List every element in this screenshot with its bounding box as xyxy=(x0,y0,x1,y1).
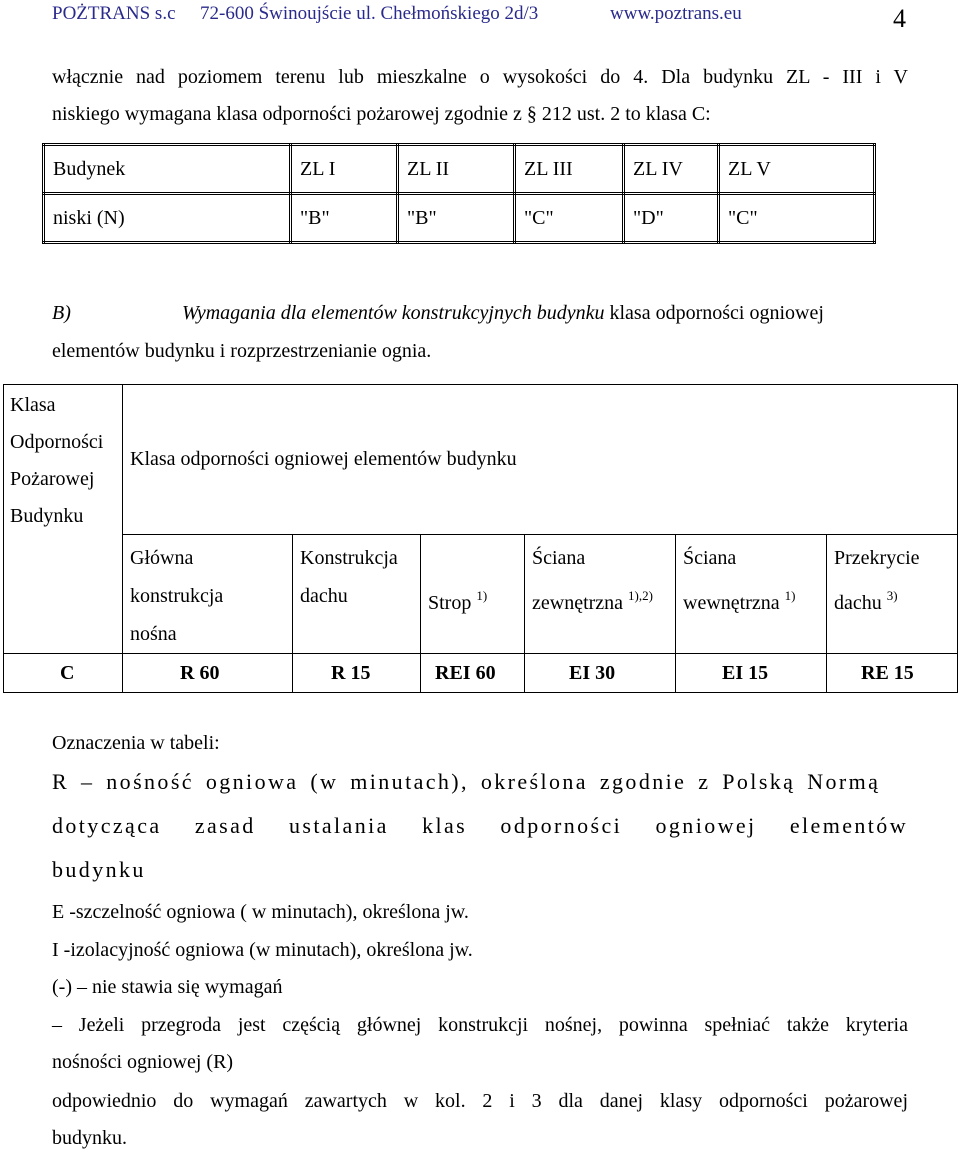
column-header-row xyxy=(4,535,958,654)
column-header-line xyxy=(683,577,826,622)
column-header-line xyxy=(428,539,524,577)
table-header-row xyxy=(4,385,958,535)
table-cell: "B" xyxy=(398,194,515,243)
table-cell: C xyxy=(4,654,123,693)
table-cell: ZL V xyxy=(719,145,875,194)
section-b-title-italic: Wymagania dla elementów konstrukcyjnych budynku xyxy=(182,302,605,324)
page-number: 4 xyxy=(893,4,906,33)
table-cell: EI 15 xyxy=(676,654,827,693)
section-b-title xyxy=(182,302,824,325)
table-cell: niski (N) xyxy=(44,194,291,243)
section-b-line-2: elementów budynku i rozprzestrzenianie ognia. xyxy=(52,340,432,362)
footnote-marker: 1) xyxy=(476,588,488,603)
table-cell: REI 60 xyxy=(421,654,525,693)
footnote-marker: 1) xyxy=(784,588,796,603)
column-header-text: zewnętrzna xyxy=(532,592,624,614)
table-cell: Budynek xyxy=(44,145,291,194)
legend-note-line-4: budynku. xyxy=(52,1127,127,1149)
column-header-line: nośna xyxy=(130,623,177,645)
corner-line: Klasa xyxy=(10,394,56,416)
column-header-line xyxy=(532,577,675,622)
column-header-line: Ściana xyxy=(532,547,586,569)
column-header-glowna xyxy=(123,535,293,654)
column-header-line: Ściana xyxy=(683,547,737,569)
table-row xyxy=(4,654,958,693)
column-header-line: Główna xyxy=(130,547,194,569)
intro-line-2: niskiego wymagana klasa odporności pożarowej zgodnie z § 212 ust. 2 to klasa C: xyxy=(52,103,711,125)
table-cell: "D" xyxy=(624,194,719,243)
legend-r-line-3: budynku xyxy=(52,857,146,882)
column-header-text: dachu xyxy=(834,592,882,614)
section-b-heading xyxy=(52,302,824,325)
legend-e-line: E -szczelność ogniowa ( w minutach), określona jw. xyxy=(52,901,469,923)
corner-line: Budynku xyxy=(10,505,84,527)
table-cell: R 15 xyxy=(293,654,421,693)
column-header-line: Konstrukcja xyxy=(300,547,398,569)
column-header-sciana-zewnetrzna xyxy=(525,535,676,654)
table-cell: "C" xyxy=(719,194,875,243)
table-row xyxy=(44,194,875,243)
legend-dash-line: (-) – nie stawia się wymagań xyxy=(52,976,283,998)
column-header-konstrukcja-dachu xyxy=(293,535,421,654)
building-class-table xyxy=(42,143,876,244)
column-header-line xyxy=(834,577,957,622)
column-header-sciana-wewnetrzna xyxy=(676,535,827,654)
table-cell: R 60 xyxy=(123,654,293,693)
legend-title: Oznaczenia w tabeli: xyxy=(52,732,220,754)
table-cell: ZL IV xyxy=(624,145,719,194)
column-header-przekrycie-dachu xyxy=(827,535,958,654)
column-header-text: wewnętrzna xyxy=(683,592,780,614)
column-header-line: Przekrycie xyxy=(834,547,920,569)
column-header-line: dachu xyxy=(300,585,348,607)
legend-note-line-3-wrap xyxy=(52,1090,908,1113)
legend-note-line-3: odpowiednio do wymagań zawartych w kol. 2 i 3 dla danej klasy odporności pożarowej xyxy=(52,1090,908,1112)
table-cell: "C" xyxy=(515,194,624,243)
table-cell: ZL I xyxy=(291,145,398,194)
intro-line-1: włącznie nad poziomem terenu lub mieszkalne o wysokości do 4. Dla budynku ZL - III i V xyxy=(52,66,908,88)
company-address: 72-600 Świnoujście ul. Chełmońskiego 2d/3 xyxy=(200,3,539,24)
column-header-text: Strop xyxy=(428,592,472,614)
column-header-line xyxy=(428,577,524,622)
table-cell: "B" xyxy=(291,194,398,243)
column-header-line: konstrukcja xyxy=(130,585,224,607)
footnote-marker: 3) xyxy=(886,588,898,603)
company-name: POŻTRANS s.c xyxy=(52,3,176,24)
table-header-row xyxy=(44,145,875,194)
corner-line: Odporności xyxy=(10,431,104,453)
corner-header-cell xyxy=(4,385,123,654)
intro-paragraph xyxy=(52,66,908,89)
legend-note-line-2: nośności ogniowej (R) xyxy=(52,1051,234,1073)
table-cell: ZL II xyxy=(398,145,515,194)
legend-r-line-1: R – nośność ogniowa (w minutach), określona zgodnie z Polską Normą xyxy=(52,769,881,794)
legend-r-line-2-wrap xyxy=(52,813,908,839)
column-header-strop xyxy=(421,535,525,654)
group-header-cell: Klasa odporności ogniowej elementów budynku xyxy=(123,385,958,535)
fire-resistance-table xyxy=(3,384,958,693)
legend-note-line-1: – Jeżeli przegroda jest częścią głównej konstrukcji nośnej, powinna spełniać także kryteria xyxy=(52,1014,908,1036)
legend-i-line: I -izolacyjność ogniowa (w minutach), określona jw. xyxy=(52,939,473,961)
legend-r-line-2: dotycząca zasad ustalania klas odporności ogniowej elementów xyxy=(52,813,908,838)
corner-line: Pożarowej xyxy=(10,468,95,490)
company-website-link[interactable]: www.poztrans.eu xyxy=(610,3,742,24)
table-cell: RE 15 xyxy=(827,654,958,693)
footnote-marker: 1),2) xyxy=(628,588,653,603)
table-cell: EI 30 xyxy=(525,654,676,693)
table-cell: ZL III xyxy=(515,145,624,194)
legend-note-line-1-wrap xyxy=(52,1014,908,1037)
section-b-label: B) xyxy=(52,302,71,324)
section-b-title-rest: klasa odporności ogniowej xyxy=(604,302,824,324)
